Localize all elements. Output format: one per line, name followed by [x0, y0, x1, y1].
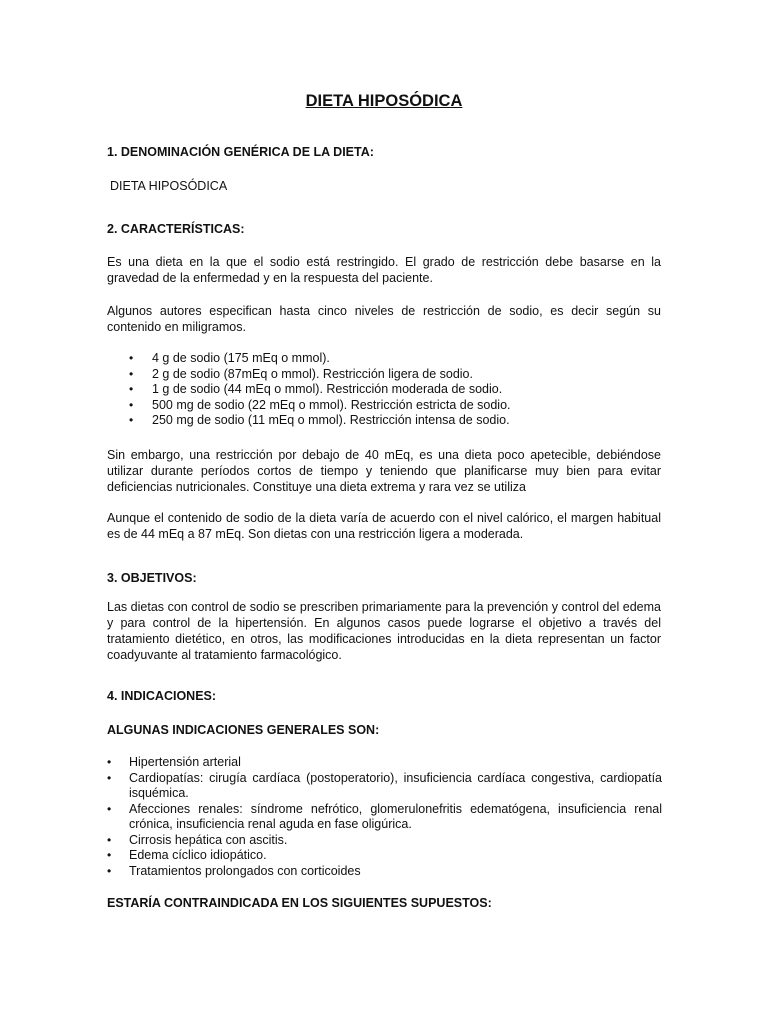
bullet-icon: •: [129, 382, 134, 396]
list-item: • Edema cíclico idiopático.: [107, 848, 267, 862]
document-title: DIETA HIPOSÓDICA: [305, 92, 463, 110]
contraindications-heading: ESTARÍA CONTRAINDICADA EN LOS SIGUIENTES SUPUESTOS:: [107, 896, 492, 910]
indications-list: [107, 755, 662, 879]
sodium-levels-list: [129, 351, 672, 429]
section-4-heading: 4. INDICACIONES:: [107, 689, 217, 703]
bullet-icon: •: [129, 397, 134, 412]
bullet-icon: •: [107, 863, 112, 878]
list-item: • Cardiopatías: cirugía cardíaca (postoperatorio), insuficiencia cardíaca congestiva, cardiopatía isquémica.: [107, 770, 662, 800]
bullet-icon: •: [107, 832, 112, 847]
bullet-icon: •: [107, 848, 112, 862]
list-item: • 500 mg de sodio (22 mEq o mmol). Restricción estricta de sodio.: [129, 397, 511, 412]
section-1-text: DIETA HIPOSÓDICA: [110, 179, 228, 193]
list-item: • Tratamientos prolongados con corticoides: [107, 863, 361, 878]
list-item: • 250 mg de sodio (11 mEq o mmol). Restricción intensa de sodio.: [129, 413, 510, 427]
bullet-icon: •: [129, 413, 134, 427]
bullet-icon: •: [129, 366, 134, 381]
list-item: • Hipertensión arterial: [107, 755, 241, 769]
section-1-heading: 1. DENOMINACIÓN GENÉRICA DE LA DIETA:: [107, 145, 374, 159]
section-3-paragraph-1: Las dietas con control de sodio se prescriben primariamente para la prevención y control del edema y para control de la hipertensión. En algunos casos puede lograrse el objetivo a través del tratamiento dietético, en otros, las modificaciones introducidas en la dieta representan un factor coadyuvante al tratamiento farmacológico.: [107, 600, 661, 662]
indications-subheading: ALGUNAS INDICACIONES GENERALES SON:: [107, 723, 380, 737]
list-item: • Afecciones renales: síndrome nefrótico, glomerulonefritis edematógena, insuficiencia renal crónica, insuficiencia renal aguda en fase oligúrica.: [107, 801, 662, 831]
bullet-icon: •: [107, 801, 112, 816]
section-2-paragraph-3: Sin embargo, una restricción por debajo de 40 mEq, es una dieta poco apetecible, debiéndose utilizar durante períodos cortos de tiempo y teniendo que planificarse muy bien para evitar deficiencias nutricionales. Constituye una dieta extrema y rara vez se utiliza: [107, 448, 661, 494]
section-2-paragraph-4: Aunque el contenido de sodio de la dieta varía de acuerdo con el nivel calórico, el margen habitual es de 44 mEq a 87 mEq. Son dietas con una restricción ligera a moderada.: [107, 511, 661, 541]
bullet-icon: •: [107, 770, 112, 785]
section-2-heading: 2. CARACTERÍSTICAS:: [107, 222, 245, 236]
list-item: • Cirrosis hepática con ascitis.: [107, 832, 288, 847]
list-item: • 1 g de sodio (44 mEq o mmol). Restricción moderada de sodio.: [129, 382, 503, 396]
section-2-paragraph-2: Algunos autores especifican hasta cinco niveles de restricción de sodio, es decir según su contenido en miligramos.: [107, 304, 661, 334]
section-2-paragraph-1: Es una dieta en la que el sodio está restringido. El grado de restricción debe basarse en la gravedad de la enfermedad y en la respuesta del paciente.: [107, 255, 661, 285]
section-3-heading: 3. OBJETIVOS:: [107, 571, 197, 585]
bullet-icon: •: [107, 755, 112, 769]
list-item: • 2 g de sodio (87mEq o mmol). Restricción ligera de sodio.: [129, 366, 473, 381]
list-item: • 4 g de sodio (175 mEq o mmol).: [129, 351, 330, 365]
bullet-icon: •: [129, 351, 134, 365]
